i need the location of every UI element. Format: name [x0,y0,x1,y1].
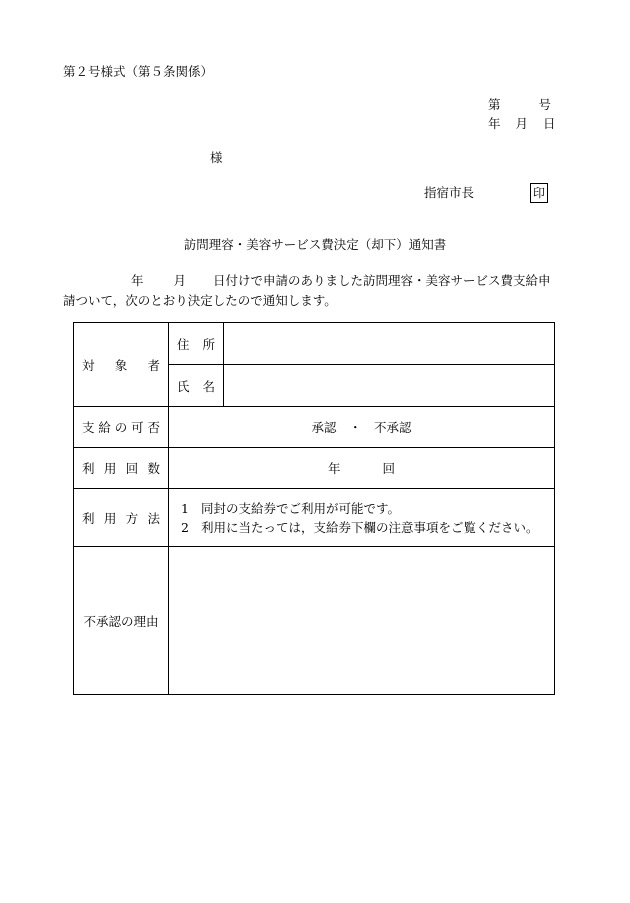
body-year: 年 [131,273,144,288]
address-field [224,323,555,365]
date-year: 年 [488,116,501,131]
number-prefix: 第 [488,97,501,112]
subject-label: 対象者 [74,323,169,407]
name-label: 氏名 [169,365,224,407]
usage-count-times: 回 [382,461,396,476]
approval-value: 承認 ・ 不承認 [169,407,555,448]
body-line2: 請ついて，次のとおり決定したので通知します。 [63,293,337,308]
usage-method-label: 利用方法 [74,489,169,547]
body-month: 月 [173,273,187,288]
notice-body [63,271,563,311]
document-date [488,118,556,131]
date-day: 日 [543,116,556,131]
decision-table [73,322,555,695]
number-suffix: 号 [538,97,552,112]
name-field [224,365,555,407]
seal-stamp: 印 [530,183,548,203]
document-title: 訪問理容・美容サービス費決定（却下）通知書 [183,237,447,252]
document-number [488,99,551,112]
usage-method-item: 1 同封の支給券でご利用が可能です。 [181,500,401,516]
usage-count-value [169,448,555,489]
usage-method-list [169,489,555,547]
form-label: 第２号様式（第５条関係） [63,64,214,79]
reason-label: 不承認の理由 [74,547,169,695]
usage-count-label: 利用回数 [74,448,169,489]
usage-count-year: 年 [327,461,341,476]
approval-label: 支給の可否 [74,407,169,448]
date-month: 月 [515,116,529,131]
body-line1: 日付けで申請のありました訪問理容・美容サービス費支給申 [213,273,551,288]
issuer-name: 指宿市長 [424,185,475,200]
usage-method-item: 2 利用に当たっては，支給券下欄の注意事項をご覧ください。 [181,519,539,535]
address-label: 住所 [169,323,224,365]
reason-field [169,547,555,695]
recipient-honorific: 様 [210,150,223,165]
